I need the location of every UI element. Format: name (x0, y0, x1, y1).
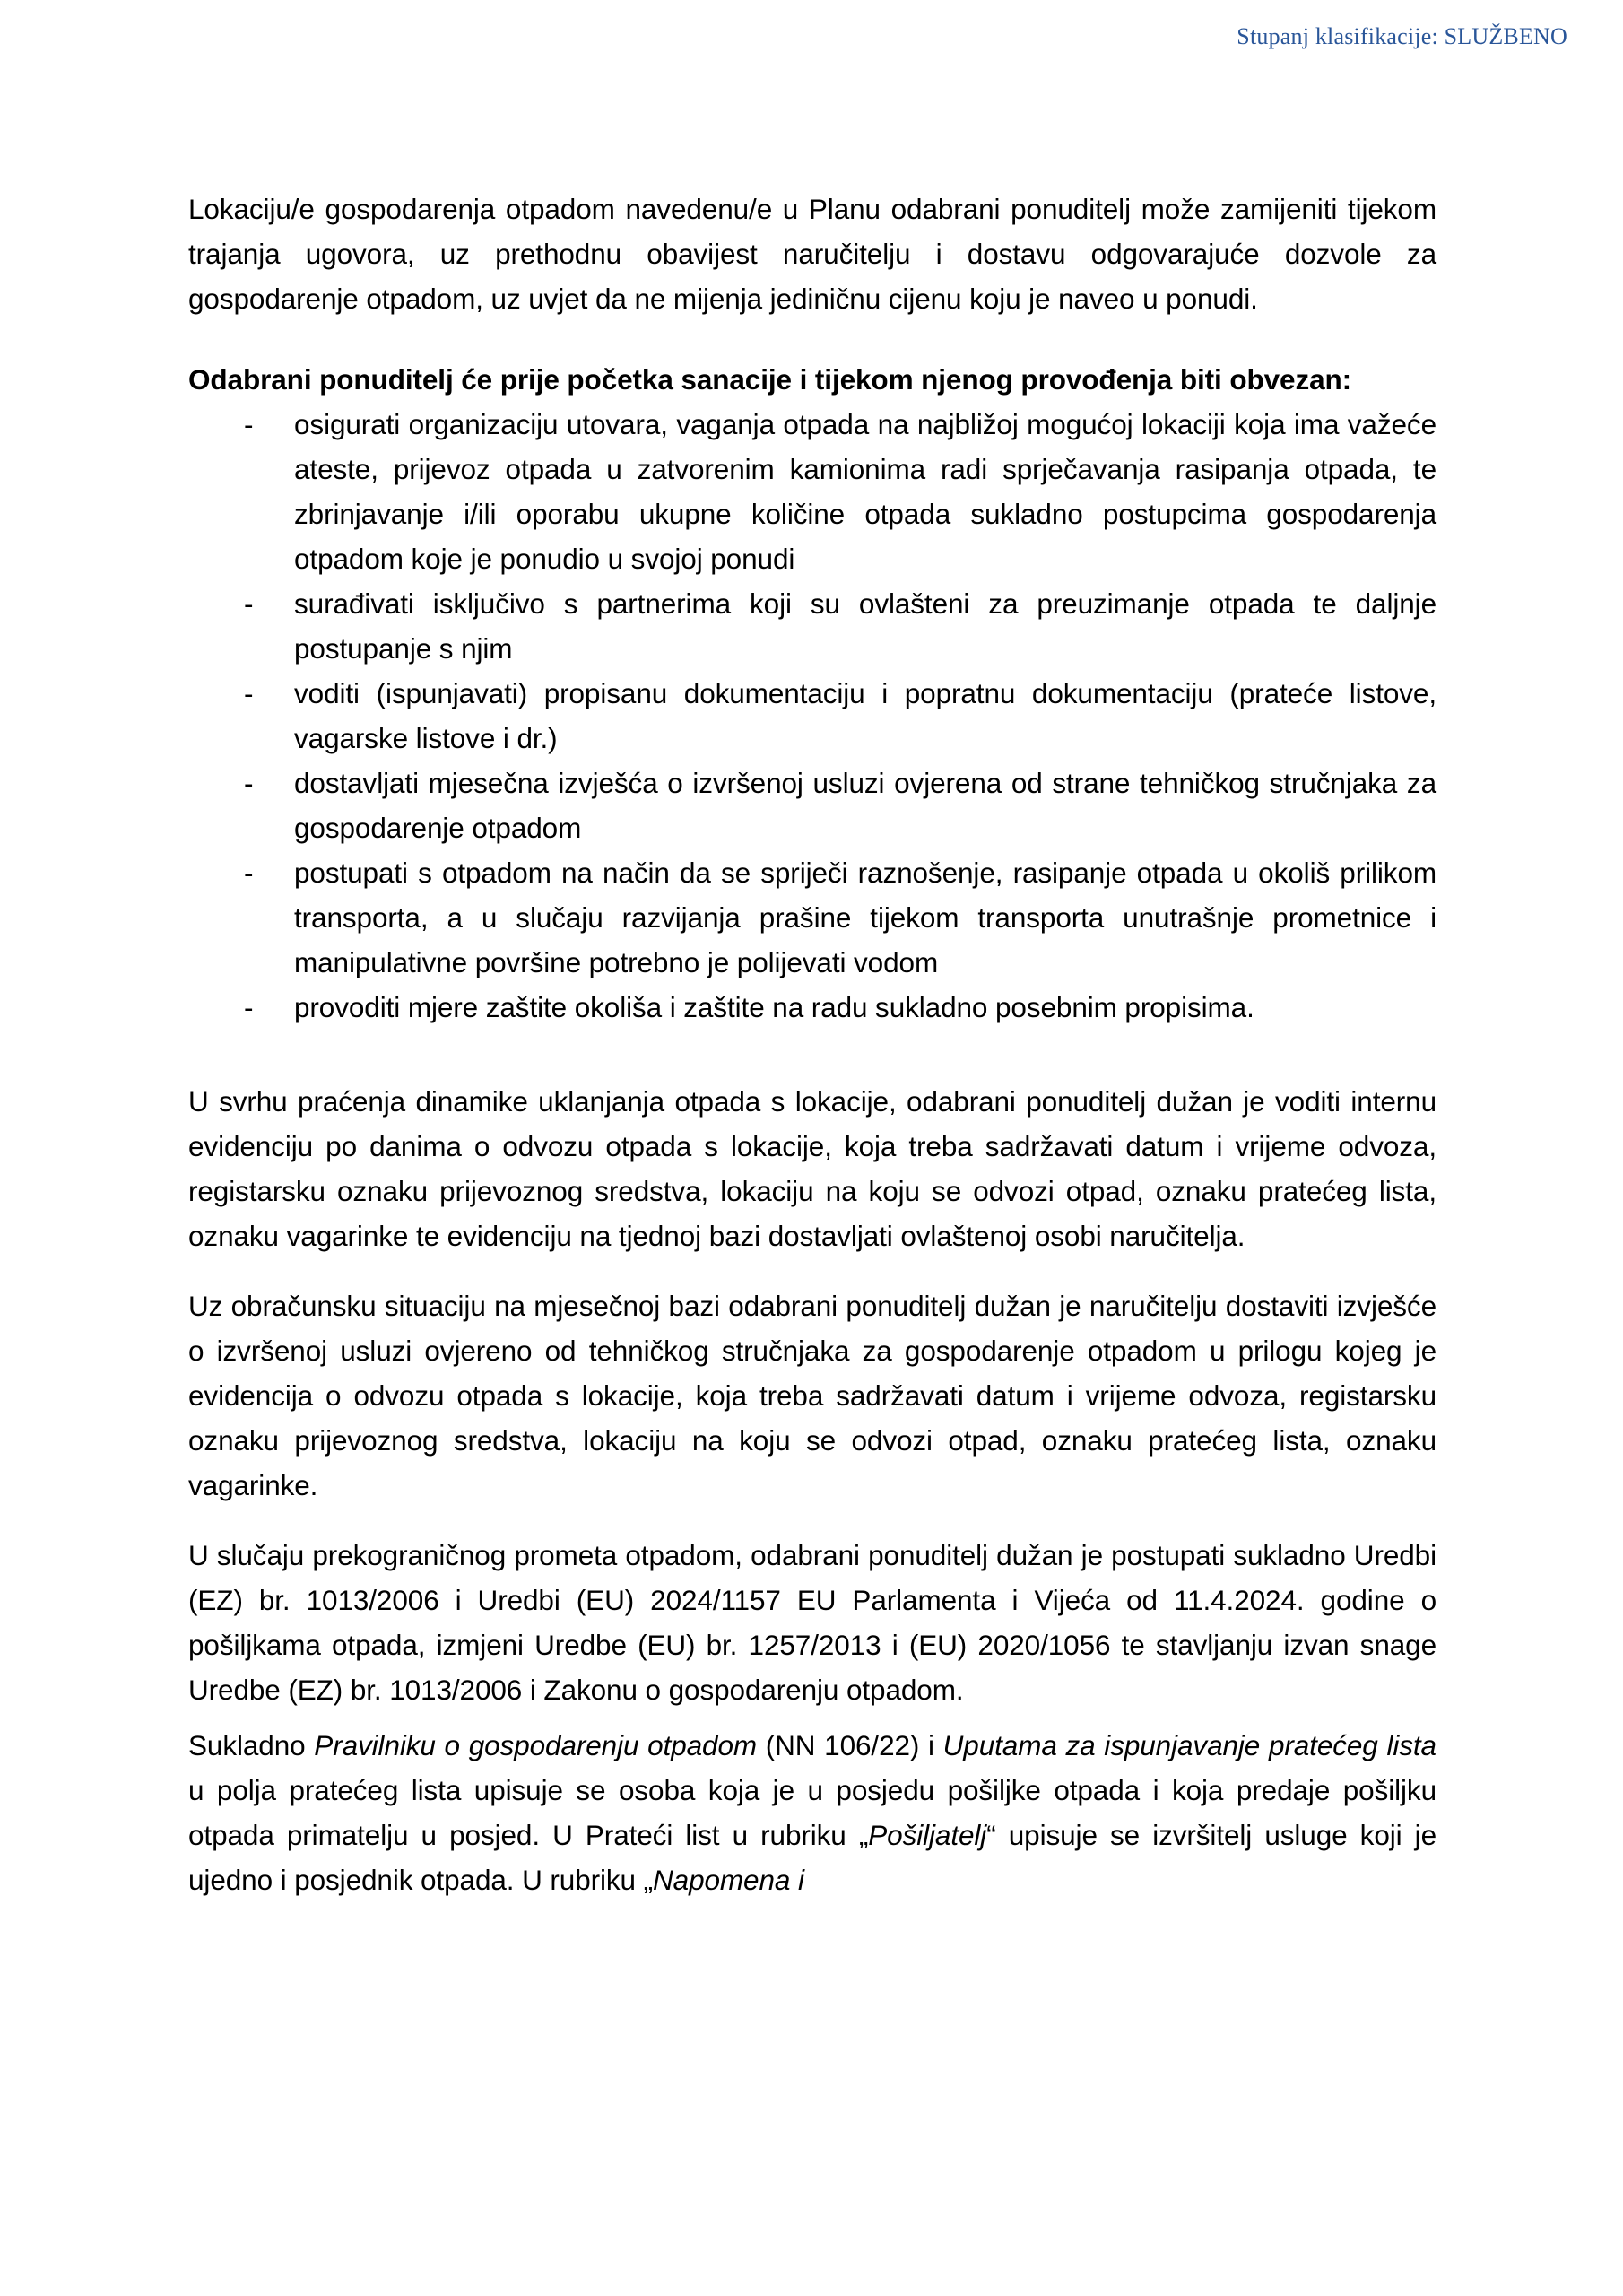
dash-bullet-icon: - (244, 767, 254, 799)
paragraph-obracunska-situacija: Uz obračunsku situaciju na mjesečnoj bazi odabrani ponuditelj dužan je naručitelju dostaviti izvješće o izvršenoj usluzi ovjereno od tehničkog stručnjaka za gospodarenje otpadom u prilogu kojeg je evidencija o odvozu otpada s lokacije, koja treba sadržavati datum i vrijeme odvoza, registarsku oznaku prijevoznog sredstva, lokaciju na koju se odvozi otpad, oznaku pratećeg lista, oznaku vagarinke. (188, 1290, 1436, 1501)
dash-bullet-icon: - (244, 408, 254, 440)
paragraph-spacer (188, 1258, 1436, 1283)
classification-header: Stupanj klasifikacije: SLUŽBENO (1237, 23, 1567, 49)
text-run: Sukladno (188, 1729, 315, 1761)
list-item-text: osigurati organizaciju utovara, vaganja otpada na najbližoj mogućoj lokaciji koja ima važeće ateste, prijevoz otpada u zatvorenim kamionima radi sprječavanja rasipanja otpada, te zbrinjavanje i/ili oporabu ukupne količine otpada sukladno postupcima gospodarenja otpadom koje je ponudio u svojoj ponudi (294, 408, 1436, 575)
obligations-list (188, 402, 1436, 1030)
paragraph-lokacije: Lokaciju/e gospodarenja otpadom navedenu/e u Planu odabrani ponuditelj može zamijeniti tijekom trajanja ugovora, uz prethodnu obavijest naručitelju i dostavu odgovarajuće dozvole za gospodarenje otpadom, uz uvjet da ne mijenja jediničnu cijenu koju je naveo u ponudi. (188, 193, 1436, 315)
italic-napomena: Napomena i (653, 1864, 804, 1896)
list-item (188, 850, 1436, 985)
list-item (188, 581, 1436, 671)
list-item-text: postupati s otpadom na način da se spriječi raznošenje, rasipanje otpada u okoliš prilikom transporta, a u slučaju razvijanja prašine tijekom transporta unutrašnje prometnice i manipulativne površine potrebno je polijevati vodom (294, 857, 1436, 978)
obligations-heading: Odabrani ponuditelj će prije početka sanacije i tijekom njenog provođenja biti obvezan: (188, 363, 1352, 396)
italic-upute: Uputama za ispunjavanje pratećeg lista (942, 1729, 1436, 1761)
list-item-text: dostavljati mjesečna izvješća o izvršenoj usluzi ovjerena od strane tehničkog stručnjaka za gospodarenje otpadom (294, 767, 1436, 844)
paragraph-evidencija: U svrhu praćenja dinamike uklanjanja otpada s lokacije, odabrani ponuditelj dužan je voditi internu evidenciju po danima o odvozu otpada s lokacije, koja treba sadržavati datum i vrijeme odvoza, registarsku oznaku prijevoznog sredstva, lokaciju na koju se odvozi otpad, oznaku pratećeg lista, oznaku vagarinke te evidenciju na tjednoj bazi dostavljati ovlaštenoj osobi naručitelja. (188, 1085, 1436, 1252)
list-item (188, 671, 1436, 761)
italic-posiljatelj: Pošiljatelj (868, 1819, 987, 1851)
paragraph-prekogranicni-promet: U slučaju prekograničnog prometa otpadom, odabrani ponuditelj dužan je postupati sukladno Uredbi (EZ) br. 1013/2006 i Uredbi (EU) 2024/1157 EU Parlamenta i Vijeća od 11.4.2024. godine o pošiljkama otpada, izmjeni Uredbe (EU) br. 1257/2013 i (EU) 2020/1056 te stavljanju izvan snage Uredbe (EZ) br. 1013/2006 i Zakonu o gospodarenju otpadom. (188, 1539, 1436, 1706)
paragraph-spacer (188, 1508, 1436, 1533)
dash-bullet-icon: - (244, 857, 254, 889)
list-item (188, 402, 1436, 581)
dash-bullet-icon: - (244, 587, 254, 620)
list-item-text: provoditi mjere zaštite okoliša i zaštite na radu sukladno posebnim propisima. (294, 991, 1254, 1023)
text-run: (NN 106/22) i (757, 1729, 943, 1761)
text-run: “ upisuje se izvršitelj usluge koji je ujedno i posjednik otpada. U rubriku „ (188, 1819, 1436, 1896)
paragraph-spacer (188, 1712, 1436, 1723)
list-item-text: voditi (ispunjavati) propisanu dokumentaciju i popratnu dokumentaciju (prateće listove, vagarske listove i dr.) (294, 677, 1436, 754)
list-item (188, 985, 1436, 1030)
italic-pravilnik: Pravilniku o gospodarenju otpadom (314, 1729, 758, 1761)
list-item (188, 761, 1436, 850)
dash-bullet-icon: - (244, 991, 254, 1023)
paragraph-pravilnik (188, 1723, 1436, 1902)
paragraph-spacer (188, 321, 1436, 357)
dash-bullet-icon: - (244, 677, 254, 709)
paragraph-spacer (188, 1030, 1436, 1079)
text-run: u polja pratećeg lista upisuje se osoba koja je u posjedu pošiljke otpada i koja predaje pošiljku otpada primatelju u posjed. U Prateći list u rubriku „ (188, 1774, 1436, 1851)
list-item-text: surađivati isključivo s partnerima koji su ovlašteni za preuzimanje otpada te daljnje postupanje s njim (294, 587, 1436, 665)
document-body (188, 187, 1436, 1902)
